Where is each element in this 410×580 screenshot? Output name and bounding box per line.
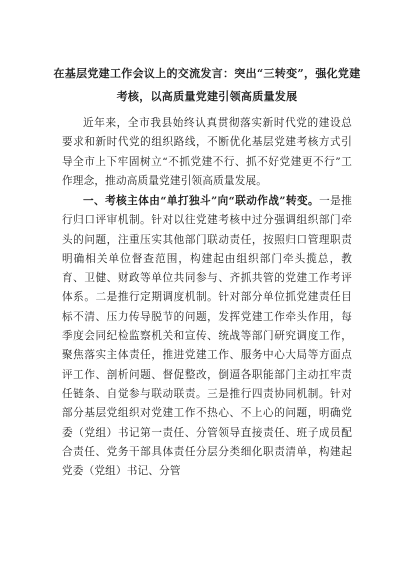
intro-paragraph: 近年来，全市我县始终认真贯彻落实新时代党的建设总要求和新时代党的组织路线，不断优化基层党建考核方式引导全市上下牢固树立“不抓党建不行、抓不好党建更不行”工作理念，推动高质量党建引领高质量发展。 [62,117,352,187]
document-title: 在基层党建工作会议上的交流发言：突出“三转变”，强化党建考核，以高质量党建引领高质量发展 [53,67,361,103]
section-heading: 一、考核主体由“单打独斗”向“联动作战”转变。 [83,195,320,207]
section-body-text: 一是推行归口评审机制。针对以往党建考核中过分强调组织部门牵头的问题，注重压实其他部门联动责任，按照归口管理职责明确相关单位督查范围，构建起由组织部门牵头揽总，教育、卫健、财政等单位共同参与、齐抓共管的党建工作考评体系。二是推行定期调度机制。针对部分单位抓党建责任目标不清、压力传导脱节的问题，发挥党建工作牵头作用，每季度会同纪检监察机关和宣传、统战等部门研究调度工作，聚焦落实主体责任，推进党建工作、服务中心大局等方面点评工作、剖析问题、督促整改，倒逼各职能部门主动扛牢责任链条、自觉参与联动联责。三是推行四责协同机制。针对部分基层党组织对党建工作不热心、不上心的问题，明确党委（党组）书记第一责任、分管领导直接责任、班子成员配合责任、党务干部具体责任分层分类细化职责清单，构建起党委（党组）书记、分管 [62,195,352,478]
section-one-paragraph [62,192,352,481]
